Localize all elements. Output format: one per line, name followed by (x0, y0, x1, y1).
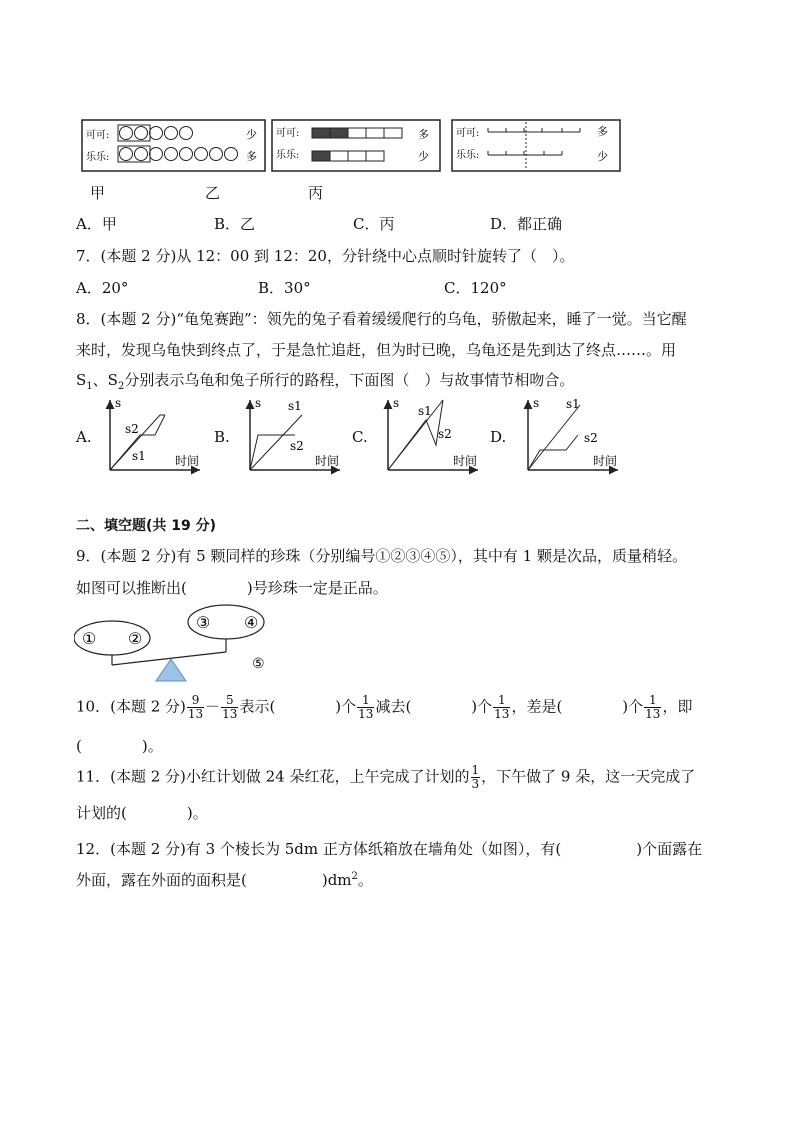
caption-bing: 丙 (308, 184, 324, 202)
q10-frac-3: $\frac{1}{13}$ (358, 693, 374, 721)
q6-option-c[interactable]: C．丙 (353, 215, 395, 233)
graph-b-s2: s2 (290, 439, 304, 453)
q6-option-a[interactable]: A．甲 (76, 215, 117, 233)
q8-option-d[interactable]: D. (490, 428, 507, 446)
pearl-2: ② (128, 629, 143, 648)
bing-side-b: 少 (597, 150, 608, 163)
graph-d-axis-x: 时间 (593, 454, 618, 468)
figure-jia (82, 120, 265, 171)
q10-text-4: ，即 (662, 697, 693, 716)
q10-frac-2: $\frac{5}{13}$ (222, 693, 238, 721)
jia-side-a: 少 (246, 128, 257, 141)
q10-text-1: 表示( )个 (239, 697, 357, 716)
q11-prefix: 11．(本题 2 分)小红计划做 24 朵红花，上午完成了计划的 (76, 767, 470, 786)
q8-s1-sub: 1 (86, 381, 93, 392)
graph-d-s2: s2 (584, 431, 598, 445)
q8-option-c[interactable]: C. (352, 428, 368, 446)
graph-b-axis-y: s (255, 396, 262, 410)
yi-label-b: 乐乐: (276, 150, 300, 161)
q11-line2: 计划的( )。 (76, 804, 208, 822)
section-title: 二、填空题(共 19 分) (76, 518, 217, 534)
q10-text-3: ，差是( )个 (511, 697, 644, 716)
q8-graph-d (518, 395, 623, 475)
q8-s-letter-2: S (107, 371, 118, 389)
pearl-1: ① (82, 629, 97, 648)
q8-sep: 、 (92, 371, 108, 389)
q11-rest: ，下午做了 9 朵，这一天完成了 (481, 767, 696, 786)
yi-label-a: 可可: (276, 128, 300, 139)
q10-line2: ( )。 (76, 737, 163, 755)
q8-line3 (76, 369, 574, 392)
pearl-3: ③ (196, 613, 211, 632)
graph-a-s1: s1 (132, 449, 146, 463)
q12-line2-sup: 2 (351, 871, 358, 882)
q6-figures (80, 118, 625, 174)
q7-text: 7．(本题 2 分)从 12：00 到 12：20，分针绕中心点顺时针旋转了（ ）。 (76, 247, 575, 265)
q8-s2-sub: 2 (117, 381, 125, 392)
figure-bing (452, 120, 620, 171)
q11-line1 (76, 764, 695, 791)
jia-label-b: 乐乐: (86, 152, 110, 163)
q8-graph-a (100, 395, 205, 475)
q12-line2 (76, 869, 373, 890)
q9-line2: 如图可以推断出( )号珍珠一定是正品。 (76, 579, 388, 597)
q12-line2-b: 。 (357, 871, 373, 889)
q10-frac-1: $\frac{9}{13}$ (187, 693, 204, 721)
q9-line1: 9．(本题 2 分)有 5 颗同样的珍珠（分别编号①②③④⑤），其中有 1 颗是次品，质量稍轻。 (76, 547, 687, 565)
graph-a-axis-y: s (115, 396, 122, 410)
graph-c-s1: s1 (418, 404, 432, 418)
q6-option-d[interactable]: D．都正确 (490, 215, 563, 233)
q10-prefix: 10．(本题 2 分) (76, 697, 186, 716)
pearl-4: ④ (244, 613, 259, 632)
bing-side-a: 多 (597, 125, 608, 138)
q12-line2-a: 外面，露在外面的面积是( )dm (76, 871, 352, 889)
q8-s-letter: S (76, 371, 87, 389)
yi-side-b: 少 (418, 150, 429, 163)
caption-jia: 甲 (90, 184, 106, 202)
q10-text-2: 减去( )个 (375, 697, 493, 716)
graph-a-axis-x: 时间 (175, 454, 200, 468)
q8-line2: 来时，发现乌龟快到终点了，于是急忙追赶，但为时已晚，乌龟还是先到达了终点……。用 (76, 341, 677, 359)
q10-frac-4: $\frac{1}{13}$ (494, 693, 510, 721)
q7-option-c[interactable]: C．120° (444, 279, 507, 297)
graph-b-s1: s1 (288, 399, 302, 413)
jia-label-a: 可可: (86, 130, 110, 141)
jia-side-b: 多 (246, 150, 257, 163)
graph-b-axis-x: 时间 (315, 454, 340, 468)
q8-option-a[interactable]: A. (76, 428, 92, 446)
graph-a-s2: s2 (125, 422, 139, 436)
figure-yi (272, 120, 440, 171)
q8-graph-c (378, 395, 483, 475)
yi-side-a: 多 (418, 128, 429, 141)
q7-option-a[interactable]: A．20° (76, 279, 129, 297)
q7-option-b[interactable]: B．30° (258, 279, 311, 297)
q11-frac: $\frac{1}{3}$ (471, 763, 480, 791)
q8-graph-b (240, 395, 345, 475)
graph-c-axis-y: s (393, 396, 400, 410)
q10-line1 (76, 694, 692, 721)
caption-yi: 乙 (205, 184, 221, 202)
q9-balance-figure (74, 602, 284, 682)
pearl-5: ⑤ (252, 656, 265, 672)
bing-label-b: 乐乐: (456, 150, 480, 161)
q8-line1: 8．(本题 2 分)“龟兔赛跑”：领先的兔子看着缓缓爬行的乌龟，骄傲起来，睡了一觉。当它醒 (76, 310, 687, 328)
q8-option-b[interactable]: B. (214, 428, 230, 446)
q10-minus: － (205, 697, 221, 716)
q8-line3-rest: 分别表示乌龟和兔子所行的路程，下面图（ ）与故事情节相吻合。 (124, 371, 575, 389)
graph-d-s1: s1 (566, 397, 580, 411)
q10-frac-5: $\frac{1}{13}$ (645, 693, 661, 721)
graph-c-axis-x: 时间 (453, 454, 478, 468)
bing-label-a: 可可: (456, 128, 480, 139)
graph-d-axis-y: s (533, 396, 540, 410)
q6-option-b[interactable]: B．乙 (214, 215, 256, 233)
q12-line1: 12．(本题 2 分)有 3 个棱长为 5dm 正方体纸箱放在墙角处（如图），有( )个面露在 (76, 840, 703, 858)
graph-c-s2: s2 (438, 427, 452, 441)
